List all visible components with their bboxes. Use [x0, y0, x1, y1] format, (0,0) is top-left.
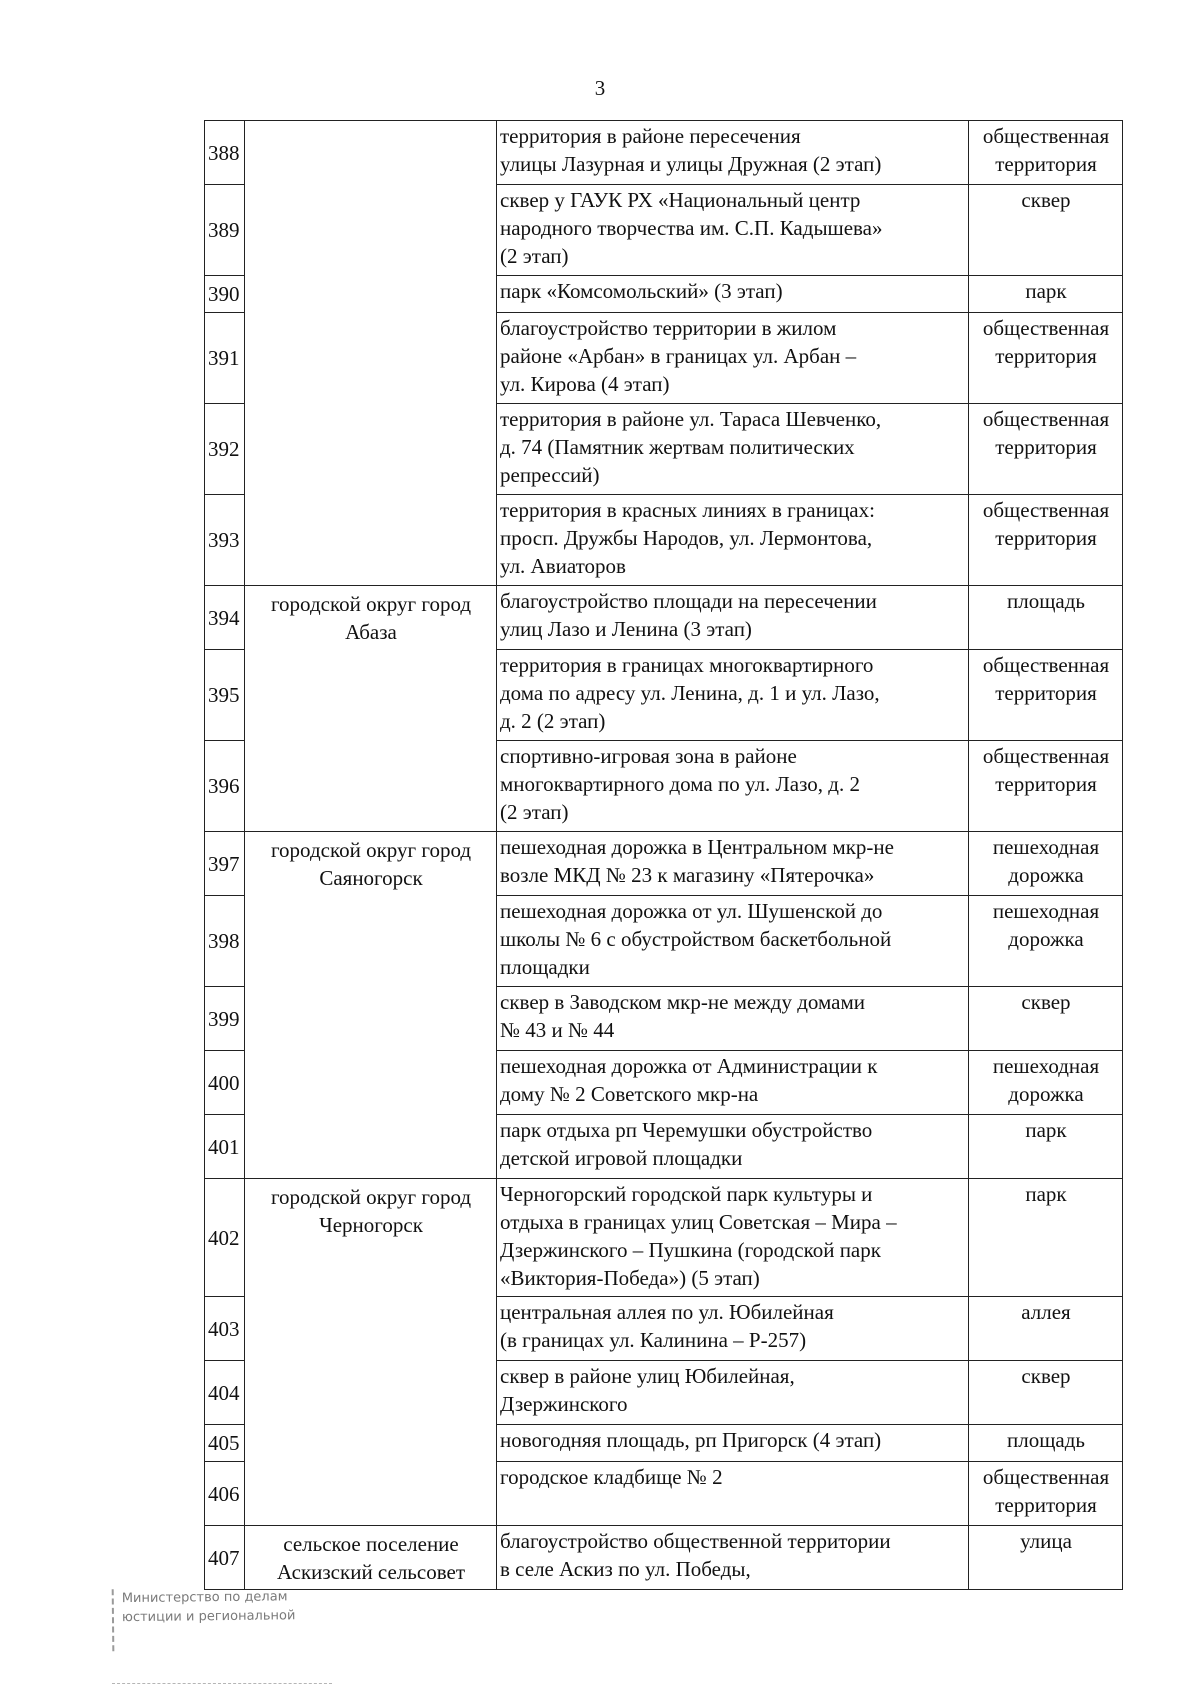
- table-row: [205, 586, 1123, 650]
- municipality-cell: городской округ город Абаза: [245, 586, 497, 832]
- row-number: 403: [205, 1297, 245, 1361]
- row-number: 404: [205, 1361, 245, 1425]
- object-type: общественная территория: [969, 650, 1123, 741]
- object-type: сквер: [969, 987, 1123, 1051]
- table-row: [205, 832, 1123, 896]
- row-number: 405: [205, 1425, 245, 1462]
- row-number: 394: [205, 586, 245, 650]
- object-description: территория в границах многоквартирного дома по адресу ул. Ленина, д. 1 и ул. Лазо, д. 2 (2 этап): [497, 650, 969, 741]
- object-type: площадь: [969, 586, 1123, 650]
- municipality-cell: городской округ город Саяногорск: [245, 832, 497, 1179]
- table-row: [205, 1179, 1123, 1297]
- municipality-cell: [245, 121, 497, 586]
- object-type: общественная территория: [969, 1462, 1123, 1526]
- row-number: 391: [205, 313, 245, 404]
- object-description: центральная аллея по ул. Юбилейная (в границах ул. Калинина – Р-257): [497, 1297, 969, 1361]
- object-type: площадь: [969, 1425, 1123, 1462]
- object-type: сквер: [969, 185, 1123, 276]
- object-description: пешеходная дорожка в Центральном мкр-не возле МКД № 23 к магазину «Пятерочка»: [497, 832, 969, 896]
- object-description: городское кладбище № 2: [497, 1462, 969, 1526]
- object-type: аллея: [969, 1297, 1123, 1361]
- object-description: территория в красных линиях в границах: просп. Дружбы Народов, ул. Лермонтова, ул. Авиаторов: [497, 495, 969, 586]
- object-description: сквер в Заводском мкр-не между домами № 43 и № 44: [497, 987, 969, 1051]
- object-description: спортивно-игровая зона в районе многоквартирного дома по ул. Лазо, д. 2 (2 этап): [497, 741, 969, 832]
- object-type: пешеходная дорожка: [969, 896, 1123, 987]
- object-description: сквер у ГАУК РХ «Национальный центр народного творчества им. С.П. Кадышева» (2 этап): [497, 185, 969, 276]
- object-type: общественная территория: [969, 495, 1123, 586]
- object-description: парк «Комсомольский» (3 этап): [497, 276, 969, 313]
- object-type: общественная территория: [969, 404, 1123, 495]
- object-type: общественная территория: [969, 741, 1123, 832]
- municipality-cell: городской округ город Черногорск: [245, 1179, 497, 1526]
- stamp-line: Министерство по делам: [121, 1589, 288, 1607]
- row-number: 399: [205, 987, 245, 1051]
- object-description: Черногорский городской парк культуры и отдыха в границах улиц Советская – Мира – Дзержинского – Пушкина (городской парк «Виктория-Победа») (5 этап): [497, 1179, 969, 1297]
- page-number: 3: [594, 76, 606, 100]
- row-number: 402: [205, 1179, 245, 1297]
- object-description: благоустройство территории в жилом районе «Арбан» в границах ул. Арбан – ул. Кирова (4 этап): [497, 313, 969, 404]
- object-description: территория в районе пересечения улицы Лазурная и улицы Дружная (2 этап): [497, 121, 969, 185]
- object-type: пешеходная дорожка: [969, 1051, 1123, 1115]
- object-type: улица: [969, 1526, 1123, 1590]
- object-description: парк отдыха рп Черемушки обустройство детской игровой площадки: [497, 1115, 969, 1179]
- object-type: пешеходная дорожка: [969, 832, 1123, 896]
- row-number: 406: [205, 1462, 245, 1526]
- object-description: благоустройство общественной территории в селе Аскиз по ул. Победы,: [497, 1526, 969, 1590]
- object-type: парк: [969, 276, 1123, 313]
- object-description: новогодняя площадь, рп Пригорск (4 этап): [497, 1425, 969, 1462]
- row-number: 395: [205, 650, 245, 741]
- object-type: общественная территория: [969, 121, 1123, 185]
- stamp-line: юстиции и региональной: [121, 1608, 296, 1626]
- row-number: 401: [205, 1115, 245, 1179]
- row-number: 390: [205, 276, 245, 313]
- stamp-divider: [112, 1683, 332, 1684]
- municipality-cell: сельское поселение Аскизский сельсовет: [245, 1526, 497, 1590]
- table-row: [205, 1526, 1123, 1590]
- object-description: территория в районе ул. Тараса Шевченко, д. 74 (Памятник жертвам политических репрессий): [497, 404, 969, 495]
- row-number: 389: [205, 185, 245, 276]
- row-number: 407: [205, 1526, 245, 1590]
- row-number: 392: [205, 404, 245, 495]
- ministry-stamp: [112, 1587, 345, 1651]
- registry-table: [204, 120, 1123, 1590]
- row-number: 397: [205, 832, 245, 896]
- row-number: 388: [205, 121, 245, 185]
- object-description: благоустройство площади на пересечении улиц Лазо и Ленина (3 этап): [497, 586, 969, 650]
- object-description: пешеходная дорожка от Администрации к дому № 2 Советского мкр-на: [497, 1051, 969, 1115]
- row-number: 400: [205, 1051, 245, 1115]
- row-number: 398: [205, 896, 245, 987]
- object-type: сквер: [969, 1361, 1123, 1425]
- object-description: сквер в районе улиц Юбилейная, Дзержинского: [497, 1361, 969, 1425]
- row-number: 396: [205, 741, 245, 832]
- table-row: [205, 121, 1123, 185]
- row-number: 393: [205, 495, 245, 586]
- object-type: парк: [969, 1179, 1123, 1297]
- object-type: общественная территория: [969, 313, 1123, 404]
- object-description: пешеходная дорожка от ул. Шушенской до школы № 6 с обустройством баскетбольной площадки: [497, 896, 969, 987]
- object-type: парк: [969, 1115, 1123, 1179]
